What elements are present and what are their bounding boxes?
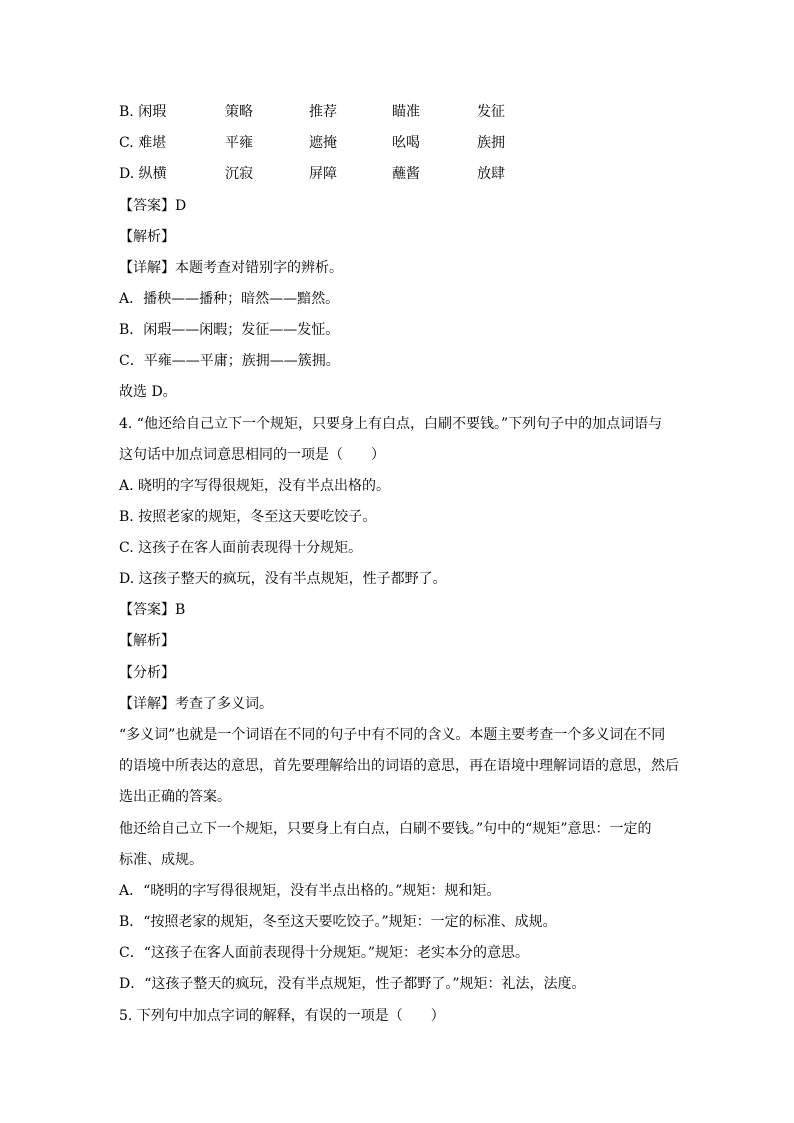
q4-option-d: D. 这孩子整天的疯玩，没有半点规矩，性子都野了。	[119, 571, 447, 587]
q4-explanation: C．“这孩子在客人面前表现得十分规矩。”规矩：老实本分的意思。	[119, 945, 530, 961]
option-word: 放肆	[477, 166, 505, 182]
q3-point: A．播秧——播种；暗然——黯然。	[119, 291, 340, 307]
option-word: 发征	[477, 104, 505, 120]
q4-stem-cont: 这句话中加点词意思相同的一项是（ ）	[119, 447, 385, 463]
q3-point: C．平雍——平庸；族拥——簇拥。	[119, 353, 340, 369]
q4-stem: 4. “他还给自己立下一个规矩，只要身上有白点，白刷不要钱。”下列句子中的加点词语与	[119, 416, 663, 432]
option-label: C. 难堪	[119, 135, 167, 151]
q3-conclusion: 故选 D。	[119, 384, 177, 400]
q4-option-c: C. 这孩子在客人面前表现得十分规矩。	[119, 540, 363, 556]
option-word: 遮掩	[309, 135, 337, 151]
q4-answer: 【答案】B	[119, 602, 186, 618]
q4-fenxi-heading: 【分析】	[119, 665, 175, 681]
q4-explanation: D．“这孩子整天的疯玩，没有半点规矩，性子都野了。”规矩：礼法，法度。	[119, 976, 586, 992]
q4-paragraph-line: 选出正确的答案。	[119, 789, 231, 805]
option-label: D. 纵横	[119, 166, 167, 182]
q5-stem: 5. 下列句中加点字词的解释，有误的一项是（ ）	[119, 1008, 445, 1024]
q4-analysis-heading: 【解析】	[119, 633, 175, 649]
option-word: 屏障	[309, 166, 337, 182]
q3-answer: 【答案】D	[119, 198, 187, 214]
q4-explanation: A．“晓明的字写得很规矩，没有半点出格的。”规矩：规和矩。	[119, 883, 501, 899]
q4-option-a: A. 晓明的字写得很规矩，没有半点出格的。	[119, 478, 391, 494]
option-word: 族拥	[477, 135, 505, 151]
option-word: 瞄准	[392, 104, 420, 120]
q4-paragraph-line: 他还给自己立下一个规矩，只要身上有白点，白刷不要钱。”句中的“规矩”意思：一定的	[119, 821, 652, 837]
q4-option-b: B. 按照老家的规矩，冬至这天要吃饺子。	[119, 509, 377, 525]
option-word: 推荐	[309, 104, 337, 120]
option-word: 平雍	[225, 135, 253, 151]
option-word: 吆喝	[392, 135, 420, 151]
q4-paragraph-line: “多义词”也就是一个词语在不同的句子中有不同的含义。本题主要考查一个多义词在不同	[119, 727, 666, 743]
q4-paragraph-line: 的语境中所表达的意思，首先要理解给出的词语的意思，再在语境中理解词语的意思，然后	[119, 758, 679, 774]
q4-detail: 【详解】考查了多义词。	[119, 696, 273, 712]
option-word: 蘸酱	[392, 166, 420, 182]
option-word: 沉寂	[225, 166, 253, 182]
option-word: 策略	[225, 104, 253, 120]
q3-analysis-heading: 【解析】	[119, 229, 175, 245]
q4-paragraph-line: 标准、成规。	[119, 852, 203, 868]
option-label: B. 闲瑕	[119, 104, 167, 120]
q3-detail: 【详解】本题考查对错别字的辨析。	[119, 260, 343, 276]
q3-point: B．闲瑕——闲暇；发征——发怔。	[119, 322, 340, 338]
q4-explanation: B．“按照老家的规矩，冬至这天要吃饺子。”规矩：一定的标准、成规。	[119, 914, 557, 930]
